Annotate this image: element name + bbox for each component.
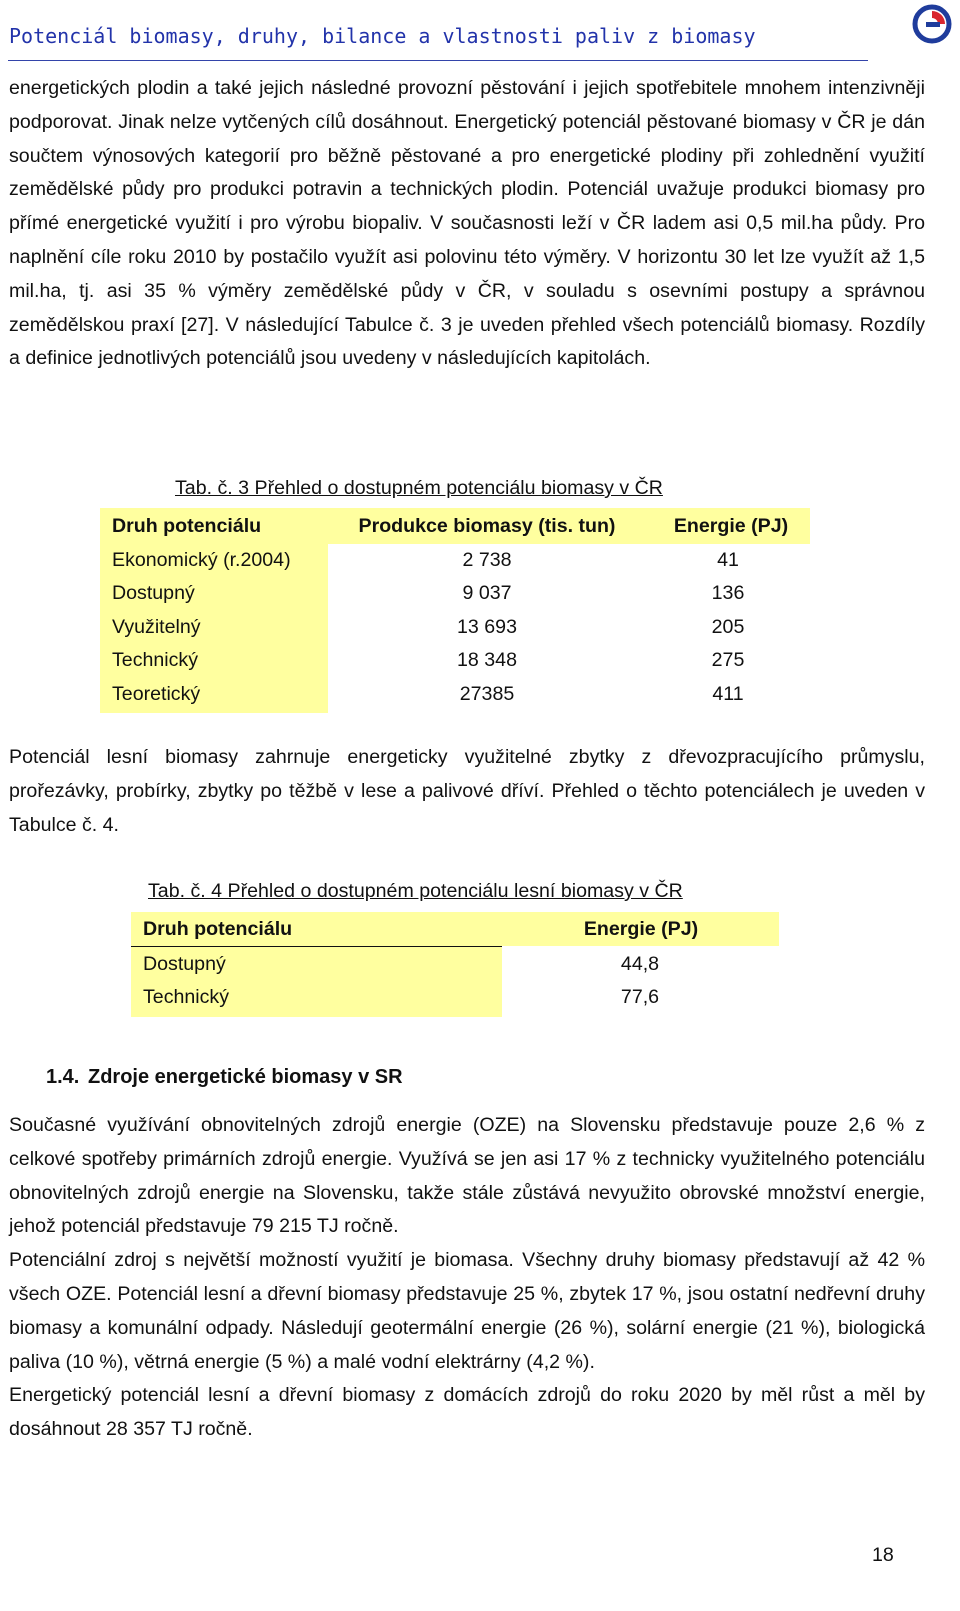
table3-cell-energy: 136 xyxy=(711,582,745,604)
body-paragraph: Energetický potenciál lesní a dřevní biomasy z domácích zdrojů do roku 2020 by měl růst a měl by dosáhnout 28 357 TJ ročně. xyxy=(9,1384,925,1441)
table3-cell-energy: 205 xyxy=(711,616,745,638)
table3-cell-production: 2 738 xyxy=(462,549,512,571)
publisher-logo-icon xyxy=(912,4,952,44)
table4-row-label: Dostupný xyxy=(143,953,226,975)
table3-row-label: Využitelný xyxy=(112,616,201,638)
table3-cell-production: 18 348 xyxy=(457,649,517,671)
body-paragraph: Potenciál lesní biomasy zahrnuje energeticky využitelné zbytky z dřevozpracujícího průmyslu, prořezávky, probírky, zbytky po těžbě v lese a palivové dříví. Přehled o těchto potenciálech je uveden v Tabulce č. 4. xyxy=(9,746,925,836)
table4-header-energy: Energie (PJ) xyxy=(583,918,699,940)
table3-row-label: Technický xyxy=(112,649,199,671)
header-divider xyxy=(8,60,868,61)
section-title: Zdroje energetické biomasy v SR xyxy=(88,1066,403,1088)
table3-cell-energy: 275 xyxy=(711,649,745,671)
table3-header-type: Druh potenciálu xyxy=(112,515,262,537)
table4-cell-energy: 44,8 xyxy=(620,953,660,975)
table3-cell-production: 13 693 xyxy=(457,616,517,638)
table4-caption: Tab. č. 4 Přehled o dostupném potenciálu lesní biomasy v ČR xyxy=(148,880,683,902)
table3-row-label: Ekonomický (r.2004) xyxy=(112,549,291,571)
body-paragraph: energetických plodin a také jejich následné provozní pěstování i jejich spotřebitele mnohem intenzivněji podporovat. Jinak nelze vytčených cílů dosáhnout. Energetický potenciál pěstované biomasy v ČR je dán součtem výnosových kategorií pro běžně pěstované a pro energetické plodiny při zohlednění využití zemědělské půdy pro produkci potravin a technických plodin. Potenciál uvažuje produkci biomasy pro přímé energetické využití i pro výrobu biopaliv. V současnosti leží v ČR ladem asi 0,5 mil.ha půdy. Pro naplnění cíle roku 2010 by postačilo využít asi polovinu této výměry. V horizontu 30 let lze využít až 1,5 mil.ha, tj. asi 35 % výměry zemědělské půdy v ČR, v souladu s osevními postupy a správnou zemědělskou praxí [27]. V následující Tabulce č. 3 je uveden přehled všech potenciálů biomasy. Rozdíly a definice jednotlivých potenciálů jsou uvedeny v následujících kapitolách. xyxy=(9,77,925,370)
table4-header-rule xyxy=(131,946,502,947)
table3-cell-production: 9 037 xyxy=(462,582,512,604)
table3-cell-production: 27385 xyxy=(459,683,515,705)
table3-header-energy: Energie (PJ) xyxy=(673,515,789,537)
body-text-block xyxy=(9,1109,925,1447)
table3-row-label: Teoretický xyxy=(112,683,201,705)
page-number: 18 xyxy=(872,1544,894,1566)
table3-header-production: Produkce biomasy (tis. tun) xyxy=(358,515,616,537)
body-paragraph: Potenciální zdroj s největší možností využití je biomasa. Všechny druhy biomasy představují až 42 % všech OZE. Potenciál lesní a dřevní biomasy představuje 25 %, zbytek 17 %, jsou ostatní nedřevní druhy biomasy a komunální odpady. Následují geotermální energie (26 %), solární energie (21 %), biologická paliva (10 %), větrná energie (5 %) a malé vodní elektrárny (4,2 %). xyxy=(9,1249,925,1373)
body-paragraph: Současné využívání obnovitelných zdrojů energie (OZE) na Slovensku představuje pouze 2,6 % z celkové spotřeby primárních zdrojů energie. Využívá se jen asi 17 % z technicky využitelného potenciálu obnovitelných zdrojů energie na Slovensku, takže stále zůstává nevyužito obrovské množství energie, jehož potenciál představuje 79 215 TJ ročně. xyxy=(9,1114,925,1238)
table4 xyxy=(131,912,779,1017)
section-number: 1.4. xyxy=(46,1066,80,1088)
table4-row-label: Technický xyxy=(143,986,230,1008)
table4-cell-energy: 77,6 xyxy=(620,986,660,1008)
running-header-title: Potenciál biomasy, druhy, bilance a vlastnosti paliv z biomasy xyxy=(9,24,756,48)
section-heading xyxy=(46,1066,403,1089)
table4-header-type: Druh potenciálu xyxy=(143,918,293,940)
table3-caption: Tab. č. 3 Přehled o dostupném potenciálu biomasy v ČR xyxy=(175,477,663,499)
table3-row-label: Dostupný xyxy=(112,582,195,604)
table3-cell-energy: 411 xyxy=(712,683,744,705)
table3-cell-energy: 41 xyxy=(717,549,739,571)
table3 xyxy=(100,508,810,713)
